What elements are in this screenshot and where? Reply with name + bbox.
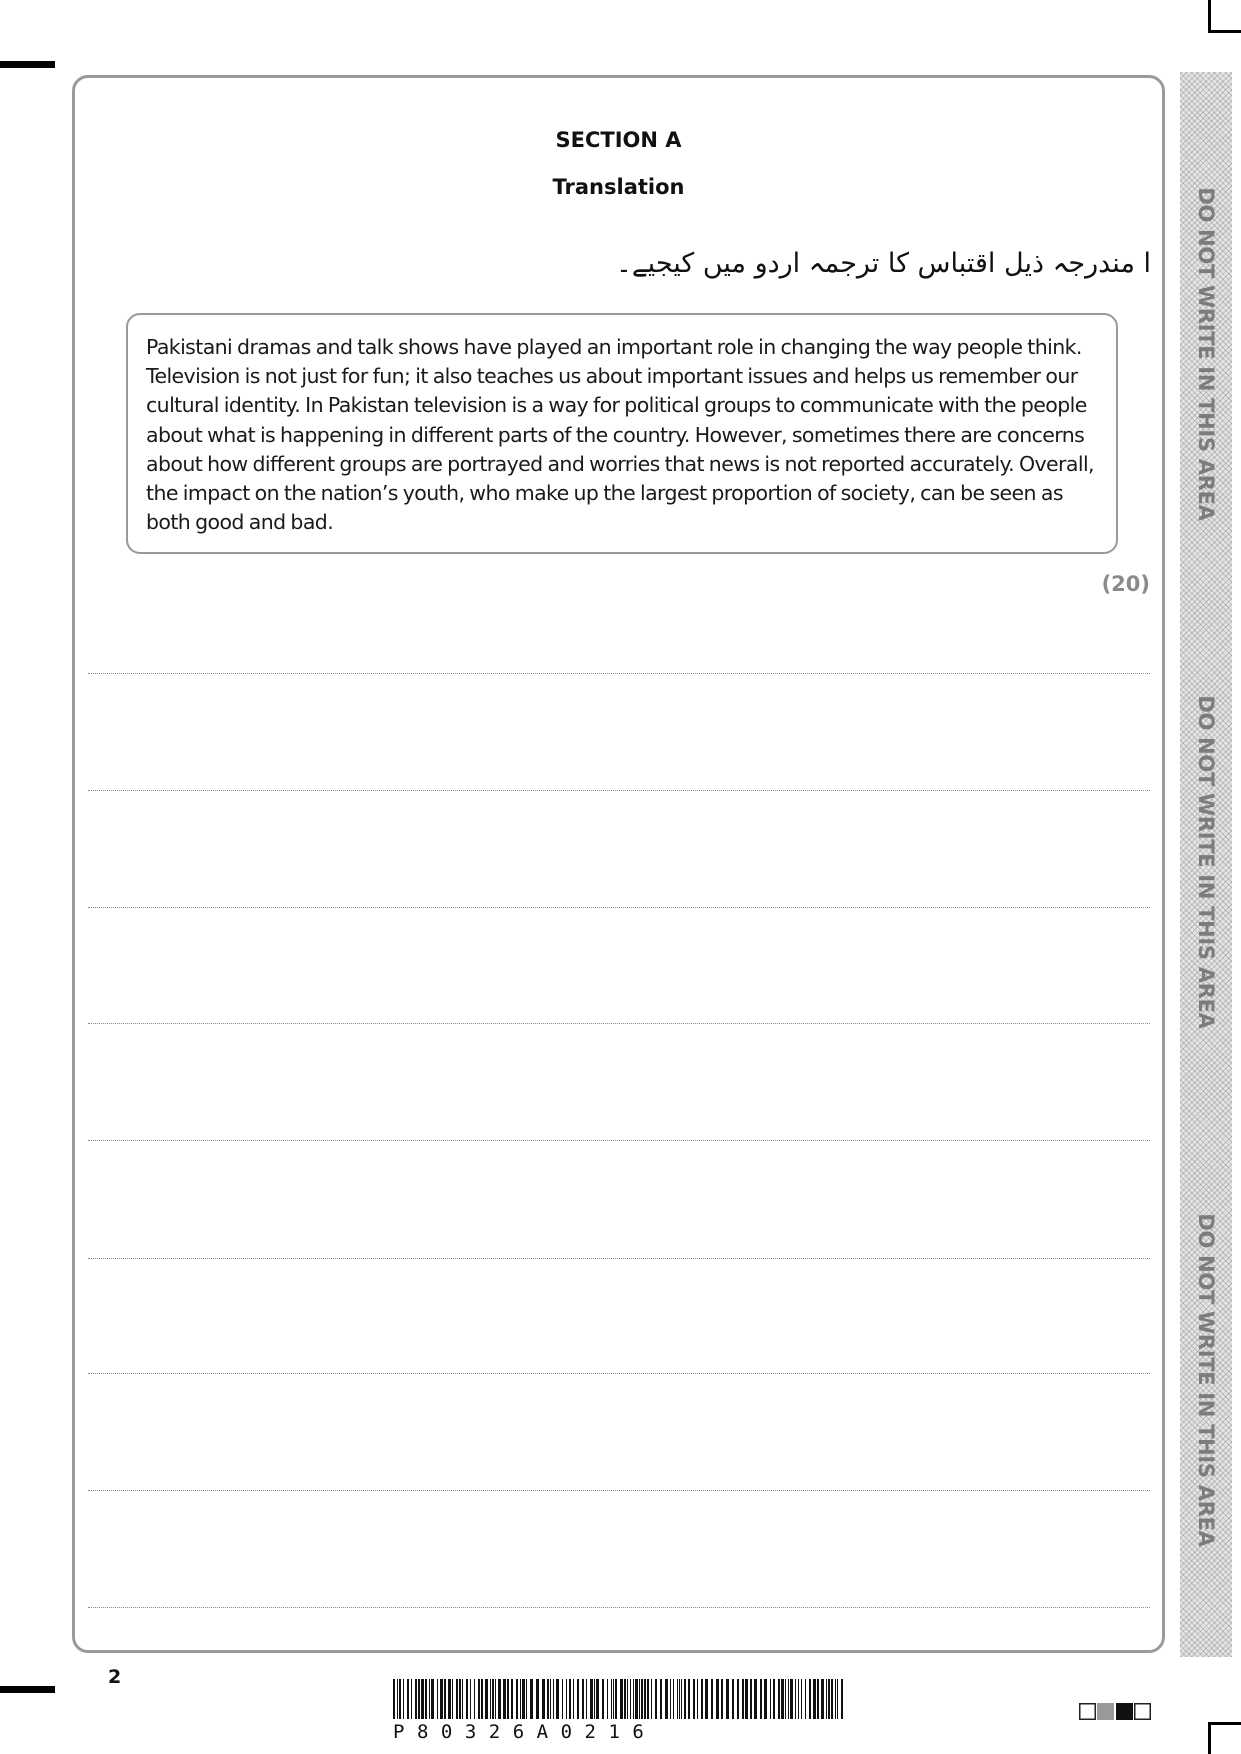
answer-line[interactable] (88, 790, 1150, 791)
barcode-bar (795, 1679, 796, 1719)
barcode-bar (411, 1679, 412, 1719)
barcode-bar (602, 1679, 604, 1719)
crop-mark-bottom-right (1208, 1722, 1211, 1754)
barcode-bar (711, 1679, 713, 1719)
crop-mark-bottom-left (0, 1686, 55, 1693)
barcode-bar (562, 1679, 563, 1719)
section-subtitle: Translation (552, 175, 685, 199)
barcode-bar (503, 1679, 506, 1719)
barcode-bar (813, 1679, 816, 1719)
barcode-bar (841, 1679, 843, 1719)
barcode-bar (569, 1679, 571, 1719)
barcode-bar (520, 1679, 521, 1719)
barcode-bar (485, 1679, 488, 1719)
barcode-bar (670, 1679, 671, 1719)
barcode-bar (693, 1679, 695, 1719)
barcode-bar (770, 1679, 771, 1719)
barcode-bar (415, 1679, 417, 1719)
barcode-bar (732, 1679, 734, 1719)
barcode-bar (679, 1679, 680, 1719)
crop-mark-top-right (1208, 0, 1211, 32)
barcode-bar (478, 1679, 480, 1719)
barcode-bar (397, 1679, 398, 1719)
barcode-bar (701, 1679, 703, 1719)
barcode-icon (393, 1679, 845, 1719)
barcode-bar (684, 1679, 686, 1719)
answer-line[interactable] (88, 1140, 1150, 1141)
answer-line[interactable] (88, 673, 1150, 674)
barcode-bar (809, 1679, 811, 1719)
barcode-bar (470, 1679, 471, 1719)
barcode-bar (431, 1679, 434, 1719)
section-title: SECTION A (555, 128, 682, 152)
barcode-bar (403, 1679, 404, 1719)
barcode-bar (639, 1679, 640, 1719)
margin-warning-text: DO NOT WRITE IN THIS AREA (1194, 1213, 1218, 1547)
barcode-bar (697, 1679, 698, 1719)
barcode-bar (459, 1679, 461, 1719)
barcode-bar (553, 1679, 554, 1719)
barcode-bar (726, 1679, 729, 1719)
barcode-bar (511, 1679, 513, 1719)
barcode-bar (607, 1679, 608, 1719)
answer-line[interactable] (88, 1490, 1150, 1491)
barcode-bar (633, 1679, 634, 1719)
barcode-bar (641, 1679, 643, 1719)
barcode-bar (754, 1679, 757, 1719)
crop-mark-top-left (0, 61, 55, 68)
barcode-bar (577, 1679, 579, 1719)
barcode-bar (624, 1679, 626, 1719)
barcode-bar (452, 1679, 453, 1719)
barcode-bar (644, 1679, 646, 1719)
barcode-bar (651, 1679, 652, 1719)
barcode-bar (596, 1679, 599, 1719)
barcode-bar (721, 1679, 723, 1719)
barcode-bar (586, 1679, 587, 1719)
barcode-bar (440, 1679, 443, 1719)
barcode-bar (492, 1679, 494, 1719)
barcode-bar (507, 1679, 509, 1719)
barcode-text: P80326A0216 (393, 1721, 657, 1743)
barcode-bar (630, 1679, 631, 1719)
barcode-bar (590, 1679, 593, 1719)
barcode-bar (764, 1679, 767, 1719)
barcode-bar (407, 1679, 409, 1719)
barcode-bar (635, 1679, 638, 1719)
barcode-bar (801, 1679, 802, 1719)
barcode-bar (620, 1679, 623, 1719)
crop-mark-top-right-h (1208, 30, 1241, 33)
barcode-bar (655, 1679, 657, 1719)
barcode-bar (615, 1679, 617, 1719)
answer-line[interactable] (88, 907, 1150, 908)
barcode-bar (790, 1679, 793, 1719)
barcode-bar (418, 1679, 420, 1719)
barcode-bar (466, 1679, 468, 1719)
barcode-bar (681, 1679, 682, 1719)
barcode-bar (498, 1679, 501, 1719)
barcode-bar (773, 1679, 775, 1719)
barcode-bar (781, 1679, 784, 1719)
barcode-bar (421, 1679, 424, 1719)
barcode-bar (490, 1679, 491, 1719)
barcode-bar (573, 1679, 574, 1719)
barcode-bar (750, 1679, 752, 1719)
barcode-bar (444, 1679, 446, 1719)
barcode-bar (745, 1679, 748, 1719)
barcode-bar (429, 1679, 430, 1719)
barcode-bar (474, 1679, 475, 1719)
margin-warning-text: DO NOT WRITE IN THIS AREA (1194, 187, 1218, 521)
answer-frame (72, 75, 1165, 1653)
barcode-bar (556, 1679, 559, 1719)
barcode-bar (778, 1679, 780, 1719)
barcode-bar (785, 1679, 786, 1719)
barcode-bar (462, 1679, 463, 1719)
barcode-bar (817, 1679, 819, 1719)
answer-line[interactable] (88, 1258, 1150, 1259)
barcode-bar (665, 1679, 668, 1719)
question-instruction: ا مندرجہ ذیل اقتباس کا ترجمہ اردو میں کیجیے۔ (616, 248, 1151, 279)
registration-boxes-icon (1079, 1703, 1151, 1720)
barcode-bar (536, 1679, 539, 1719)
barcode-bar (737, 1679, 739, 1719)
page-number: 2 (108, 1666, 122, 1688)
barcode-bar (826, 1679, 827, 1719)
barcode-bar (594, 1679, 595, 1719)
barcode-bar (716, 1679, 719, 1719)
barcode-bar (550, 1679, 551, 1719)
barcode-bar (660, 1679, 662, 1719)
barcode-bar (526, 1679, 527, 1719)
barcode-bar (613, 1679, 614, 1719)
barcode-bar (516, 1679, 518, 1719)
barcode-bar (837, 1679, 838, 1719)
barcode-bar (677, 1679, 678, 1719)
barcode-bar (673, 1679, 674, 1719)
answer-line[interactable] (88, 1023, 1150, 1024)
barcode-bar (522, 1679, 525, 1719)
passage-text: Pakistani dramas and talk shows have played an important role in changing the way people think. Television is not just for fun; it also teaches us about important issues and helps us remember our cultural identity. In Pakistan television is a way for political groups to communicate with the people about what is happening in different parts of the country. However, sometimes there are concerns about how different groups are portrayed and worries that news is not reported accurately. Overall, the impact on the nation’s youth, who make up the largest proportion of society, can be seen as both good and bad. (146, 335, 1094, 535)
barcode-bar (437, 1679, 438, 1719)
barcode-bar (742, 1679, 744, 1719)
barcode-bar (760, 1679, 762, 1719)
barcode-bar (566, 1679, 567, 1719)
barcode-bar (399, 1679, 401, 1719)
barcode-bar (798, 1679, 799, 1719)
barcode-bar (688, 1679, 690, 1719)
barcode-bar (788, 1679, 789, 1719)
barcode-bar (805, 1679, 806, 1719)
barcode-bar (611, 1679, 612, 1719)
barcode-bar (835, 1679, 836, 1719)
barcode-bar (542, 1679, 545, 1719)
barcode-bar (647, 1679, 649, 1719)
answer-line[interactable] (88, 1373, 1150, 1374)
answer-line[interactable] (88, 1607, 1150, 1608)
margin-warning-text: DO NOT WRITE IN THIS AREA (1194, 695, 1218, 1029)
barcode-bar (495, 1679, 496, 1719)
passage-box (126, 313, 1118, 554)
marks-available: (20) (1101, 572, 1150, 596)
barcode-bar (821, 1679, 824, 1719)
barcode-bar (456, 1679, 458, 1719)
barcode-bar (425, 1679, 427, 1719)
barcode-bar (530, 1679, 533, 1719)
barcode-bar (481, 1679, 483, 1719)
barcode-bar (831, 1679, 833, 1719)
barcode-bar (582, 1679, 584, 1719)
barcode-bar (705, 1679, 708, 1719)
barcode-bar (393, 1679, 395, 1719)
barcode-bar (627, 1679, 628, 1719)
barcode-bar (547, 1679, 549, 1719)
barcode-bar (448, 1679, 451, 1719)
crop-mark-bottom-right-h (1208, 1722, 1241, 1725)
barcode-bar (828, 1679, 830, 1719)
